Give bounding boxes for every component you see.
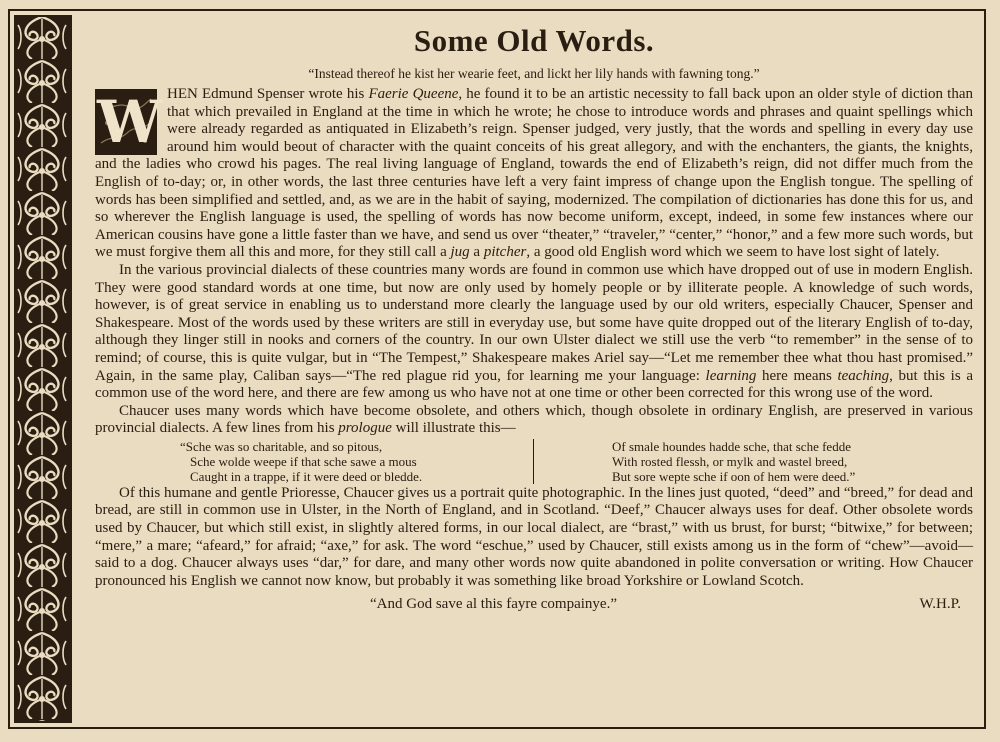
drop-cap: [95, 88, 163, 156]
article-content: [95, 21, 973, 721]
article-frame: [8, 9, 986, 729]
emphasis-prologue: prologue: [338, 420, 392, 437]
ornamental-border: [14, 15, 72, 723]
closing-quote: “And God save al this fayre compainye.”: [370, 596, 617, 613]
verse-line: “Sche was so charitable, and so pitous,: [180, 438, 383, 454]
text-run: , a good old English word which we seem to have lost sight of lately.: [526, 244, 940, 261]
emphasis-jug: jug: [450, 244, 470, 261]
text-run: a: [469, 244, 484, 261]
verse-line: Of smale houndes hadde sche, that sche fedde: [612, 438, 851, 454]
author-signature: W.H.P.: [919, 596, 961, 613]
verse-line: But sore wepte sche if oon of hem were deed.”: [612, 468, 856, 484]
paragraph-1: [95, 86, 973, 262]
verse-line: With rosted flessh, or mylk and wastel breed,: [612, 453, 848, 469]
epigraph: “Instead thereof he kist her wearie feet, and lickt her lily hands with fawning tong.”: [308, 66, 760, 81]
text-run: , but this is a common use of the word here, and there are few among us who have not at one time or other been corrected for this wrong use of the word.: [95, 367, 973, 402]
verse-left-column: [95, 439, 534, 484]
book-title-faerie-queene: Faerie Queene: [368, 86, 459, 102]
text-run: Chaucer uses many words which have become obsolete, and others which, though obsolete in ordinary English, are preserved in various provincial dialects. A few lines from his: [95, 402, 973, 437]
verse-quotation: [95, 439, 973, 484]
text-run: here means: [756, 367, 838, 384]
article-body-continued: [95, 485, 973, 591]
text-run: In the various provincial dialects of these countries many words are found in common use which have dropped out of use in modern English. They were good standard words at one time, but now are only used by homely people or by illiterate people. A knowledge of such words, however, is of great service in enabling us to understand more clearly the language used by our old writers, especially Chaucer, Spenser and Shakespeare. Most of the words used by these writers are still in everyday use, but some have quite dropped out of the literary English of to-day, although they linger still in nooks and corners of the country. In our own Ulster dialect we still use the verb “to remember” in the sense of to remind; of course, this is quite vulgar, but in “The Tempest,” Shakespeare makes Ariel say—“Let me remember thee what thou hast promised.” Again, in the same play, Caliban says—“The red plague rid you, for learning me your language:: [95, 261, 973, 384]
closing-line: [95, 596, 973, 613]
text-run: , he found it to be an artistic necessity to fall back upon an older style of diction than that which prevailed in England at the time in which he wrote; he chose to introduce words and phrases and quaint spellings which were already regarded as antiquated in Elizabeth’s reign. Spenser judged, very justly, that the words and spelling in every day use around him would beout of character with the quaint conceits of his great allegory, and with the enchanters, the giants, the knights, and the ladies who crowd his pages. The real living language of England, towards the end of Elizabeth’s reign, did not differ much from the English of to-day; or, in other words, the last three centuries have left a very faint impress of change upon the English tongue. The spelling of words has been simplified and settled, and, as we are in the habit of saying, modernized. The compilation of dictionaries has done this for us, and so wherever the English language is used, the spelling of words has now become uniform, except, indeed, in some few instances where our American cousins have gone a little faster than we have, and send us over “theater,” “traveler,” “center,” “honor,” and a few more such words, but we must forgive them all this and more, for they still call a: [95, 86, 974, 261]
paragraph-4: Of this humane and gentle Prioresse, Chaucer gives us a portrait quite photographic. In the lines just quoted, “deed” and “breed,” for dead and bread, are still in common use in Ulster, in the North of England, and in Scotland. “Deef,” Chaucer always uses for deaf. Other obsolete words used by Chaucer, but which still exist, in slightly altered forms, in our local dialect, are “brast,” with us brust, for burst; “bitwixe,” for between; “mere,” a mare; “afeard,” for afraid; “axe,” for ask. The word “eschue,” used by Chaucer, still exists among us in the form of “chew”—avoid—said to a dog. Chaucer always uses “dar,” for dare, and many other words now quite abandoned in polite conversation or writing. How Chaucer pronounced his English we cannot now know, but probably it was something like broad Yorkshire or Lowland Scotch.: [95, 484, 973, 589]
verse-line: Sche wolde weepe if that sche sawe a mous: [190, 453, 417, 469]
verse-right-column: [534, 439, 973, 484]
emphasis-teaching: teaching: [837, 367, 890, 384]
paragraph-2: [95, 262, 973, 403]
text-run: HEN Edmund Spenser wrote his: [167, 86, 369, 102]
emphasis-learning: learning: [705, 367, 757, 384]
article-title: Some Old Words.: [413, 23, 655, 58]
ornamental-border-pattern-icon: [14, 15, 70, 723]
emphasis-pitcher: pitcher: [483, 244, 527, 261]
paragraph-3: [95, 403, 973, 438]
verse-line: Caught in a trappe, if it were deed or bledde.: [190, 468, 423, 484]
text-run: will illustrate this—: [391, 420, 516, 437]
article-body: [95, 86, 973, 438]
drop-cap-letter: W: [97, 88, 163, 156]
